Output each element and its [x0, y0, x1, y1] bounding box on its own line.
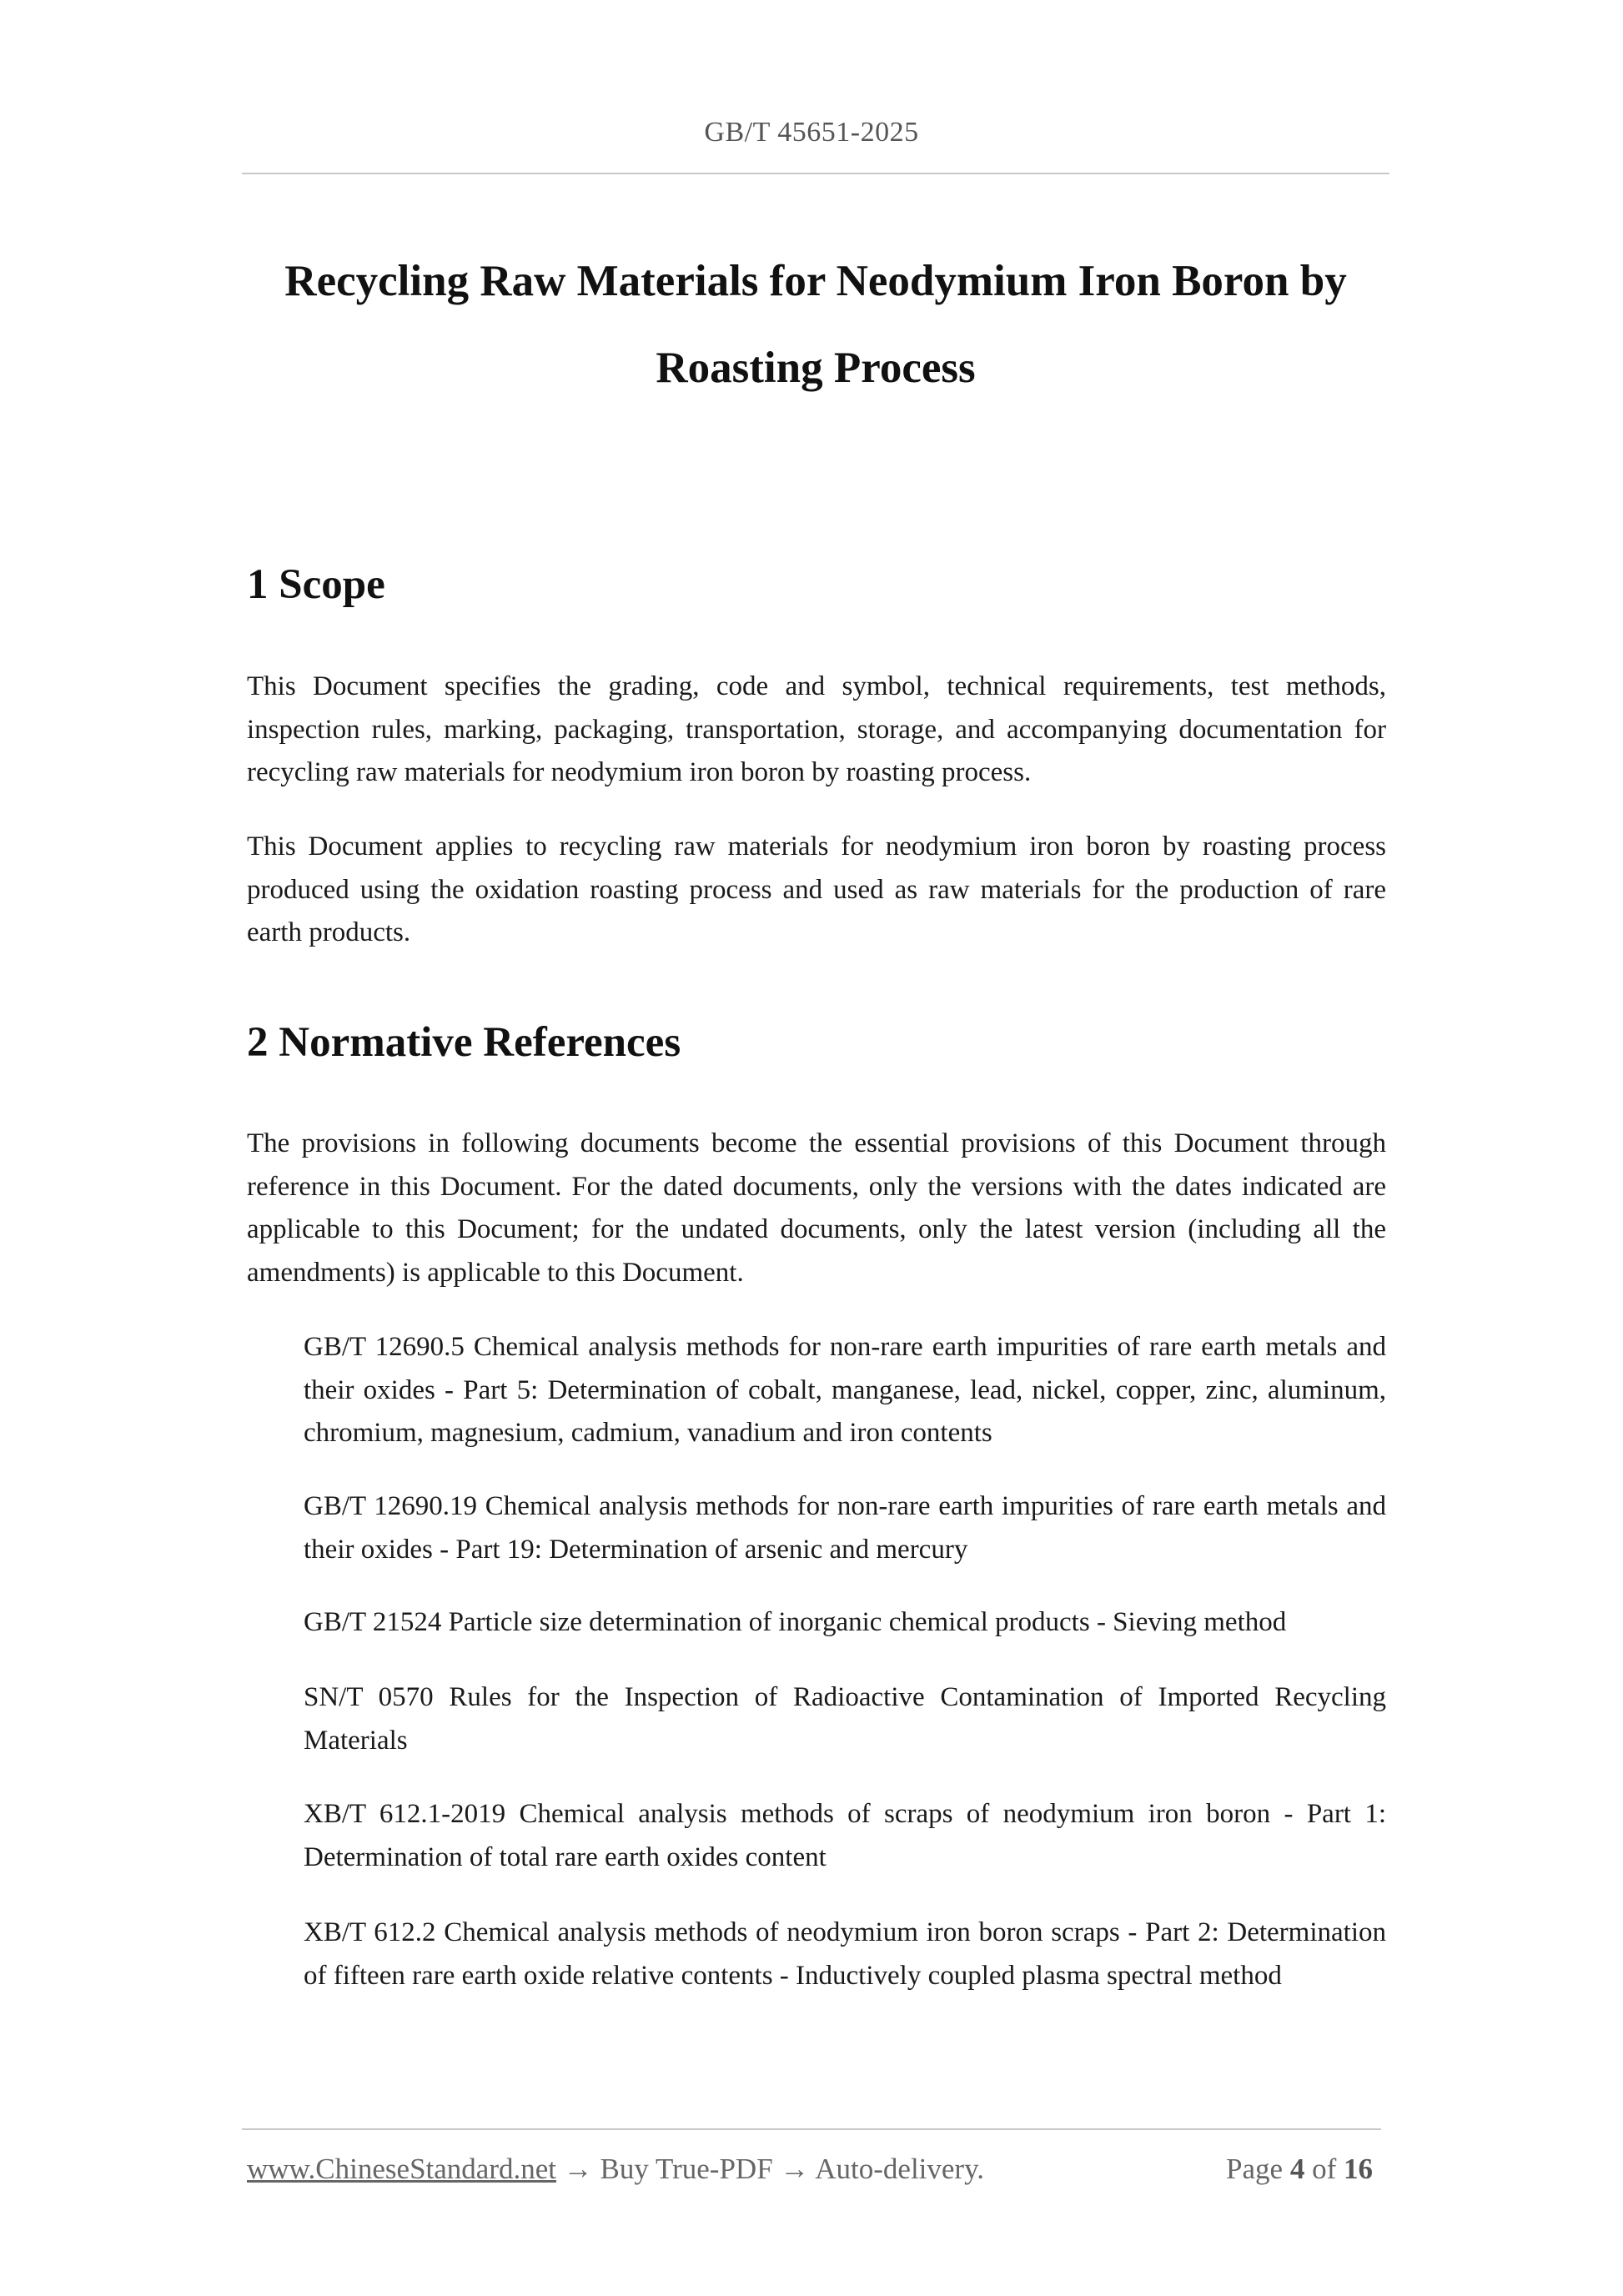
- total-pages-number: 16: [1344, 2153, 1373, 2185]
- normative-intro-paragraph: The provisions in following documents become the essential provisions of this Document through reference in this Document. For the dated documents, only the versions with the dates indicated are applicable to this Document; for the undated documents, only the latest version (including all the amendments) is applicable to this Document.: [247, 1128, 1386, 1288]
- section-heading-scope: 1 Scope: [247, 561, 385, 608]
- of-label: of: [1312, 2153, 1337, 2185]
- reference-item: GB/T 12690.19 Chemical analysis methods for non-rare earth impurities of rare earth metals and their oxides - Part 19: Determination of arsenic and mercury: [304, 1491, 1386, 1565]
- title-line-1: Recycling Raw Materials for Neodymium Iron Boron by: [284, 257, 1347, 305]
- arrow-right-icon: →: [780, 2153, 810, 2185]
- section-heading-normative-references: 2 Normative References: [247, 1019, 681, 1066]
- document-title: [242, 238, 1389, 411]
- auto-delivery-text: Auto-delivery.: [815, 2153, 985, 2185]
- header-divider: [242, 173, 1389, 174]
- reference-item: XB/T 612.1-2019 Chemical analysis methods of scraps of neodymium iron boron - Part 1: Determination of total rare earth oxides content: [304, 1799, 1386, 1872]
- page-label: Page: [1226, 2153, 1284, 2185]
- page-indicator: [1226, 2153, 1373, 2186]
- scope-paragraph-2: This Document applies to recycling raw materials for neodymium iron boron by roasting process produced using the oxidation roasting process and used as raw materials for the production of rare earth products.: [247, 831, 1386, 947]
- header-standard-code: GB/T 45651-2025: [704, 117, 919, 148]
- scope-paragraph-1: This Document specifies the grading, code and symbol, technical requirements, test methods, inspection rules, marking, packaging, transportation, storage, and accompanying documentation for recycling raw materials for neodymium iron boron by roasting process.: [247, 671, 1386, 787]
- footer-divider: [242, 2128, 1381, 2130]
- footer-promo: [247, 2153, 984, 2186]
- reference-item: SN/T 0570 Rules for the Inspection of Radioactive Contamination of Imported Recycling Materials: [304, 1682, 1386, 1756]
- buy-true-pdf-text: Buy True-PDF: [600, 2153, 773, 2185]
- arrow-right-icon: →: [563, 2153, 593, 2185]
- title-line-2: Roasting Process: [656, 344, 976, 392]
- website-link[interactable]: www.ChineseStandard.net: [247, 2153, 556, 2185]
- reference-item: GB/T 21524 Particle size determination of inorganic chemical products - Sieving method: [304, 1607, 1287, 1637]
- reference-item: XB/T 612.2 Chemical analysis methods of neodymium iron boron scraps - Part 2: Determination of fifteen rare earth oxide relative contents - Inductively coupled plasma spectral method: [304, 1917, 1386, 1991]
- reference-item: GB/T 12690.5 Chemical analysis methods for non-rare earth impurities of rare earth metals and their oxides - Part 5: Determination of cobalt, manganese, lead, nickel, copper, zinc, aluminum, chromium, magnesium, cadmium, vanadium and iron contents: [304, 1332, 1386, 1448]
- current-page-number: 4: [1289, 2153, 1305, 2185]
